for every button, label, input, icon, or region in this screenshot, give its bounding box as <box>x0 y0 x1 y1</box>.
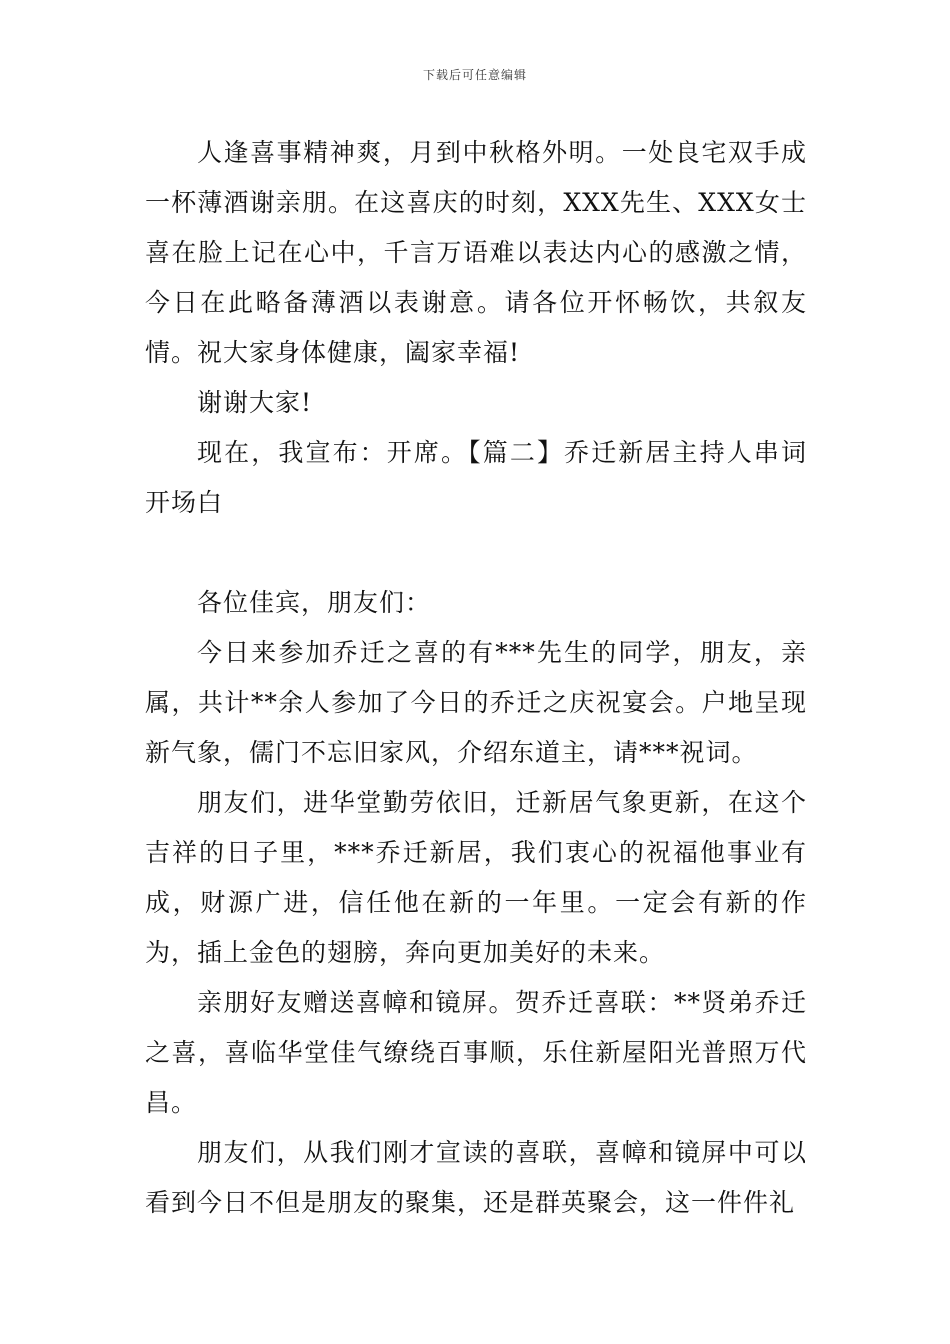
paragraph-5: 今日来参加乔迁之喜的有***先生的同学，朋友，亲属，共计**余人参加了今日的乔迁之庆祝宴会。户地呈现新气象，儒门不忘旧家风，介绍东道主，请***祝词。 <box>145 638 807 767</box>
paragraph-8: 朋友们，从我们刚才宣读的喜联，喜幛和镜屏中可以看到今日不但是朋友的聚集，还是群英聚会，这一件件礼 <box>145 1138 807 1217</box>
paragraph-7: 亲朋好友赠送喜幛和镜屏。贺乔迁喜联：**贤弟乔迁之喜，喜临华堂佳气缭绕百事顺，乐住新屋阳光普照万代昌。 <box>145 988 807 1117</box>
paragraph-6: 朋友们，进华堂勤劳依旧，迁新居气象更新，在这个吉祥的日子里，***乔迁新居，我们衷心的祝福他事业有成，财源广进，信任他在新的一年里。一定会有新的作为，插上金色的翅膀，奔向更加美好的未来。 <box>145 788 807 967</box>
paragraph-2: 谢谢大家! <box>197 388 313 417</box>
paragraph-1: 人逢喜事精神爽，月到中秋格外明。一处良宅双手成一杯薄酒谢亲朋。在这喜庆的时刻，XXX先生、XXX女士喜在脸上记在心中，千言万语难以表达内心的感激之情，今日在此略备薄酒以表谢意。请各位开怀畅饮，共叙友情。祝大家身体健康，阖家幸福! <box>145 138 807 367</box>
paragraph-4: 各位佳宾，朋友们： <box>197 588 432 617</box>
page-header: 下载后可任意编辑 <box>422 68 527 82</box>
paragraph-3-text: 现在，我宣布：开席。【篇二】乔迁新居主持人串词开场白 <box>145 438 807 517</box>
document-body <box>145 128 807 1228</box>
paragraph-3 <box>145 428 807 528</box>
blank-line <box>145 528 807 578</box>
